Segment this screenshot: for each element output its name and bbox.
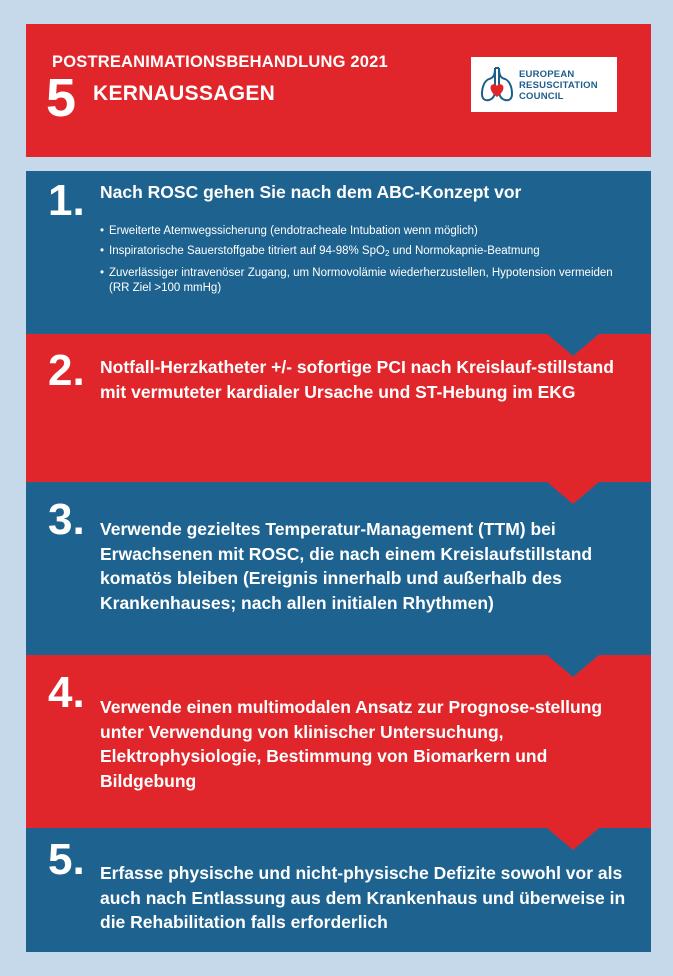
logo-text-line3: COUNCIL bbox=[519, 91, 564, 102]
bullet-text: Inspiratorische Sauerstoffgabe titriert auf 94-98% SpO bbox=[109, 245, 385, 257]
bullet-item bbox=[100, 244, 620, 261]
subscript: 2 bbox=[384, 249, 390, 258]
key-message-2 bbox=[26, 334, 651, 482]
key-message-number: 2. bbox=[48, 346, 85, 395]
bullet-text: und Normokapnie-Beatmung bbox=[389, 245, 540, 257]
key-message-4 bbox=[26, 655, 651, 828]
key-message-title: Nach ROSC gehen Sie nach dem ABC-Konzept vor bbox=[100, 182, 522, 202]
key-message-number: 3. bbox=[48, 495, 85, 544]
logo-text-line2: RESUSCITATION bbox=[519, 80, 598, 91]
key-message-text: Verwende einen multimodalen Ansatz zur Prognose-stellung unter Verwendung von klinischer Untersuchung, Elektrophysiologie, Bestimmung von Biomarkern und Bildgebung bbox=[100, 697, 603, 791]
header-number: 5 bbox=[46, 68, 77, 128]
key-message-number: 5. bbox=[48, 835, 85, 884]
divider-arrow bbox=[547, 655, 599, 677]
header-subtitle: KERNAUSSAGEN bbox=[93, 82, 276, 105]
key-message-number: 4. bbox=[48, 668, 85, 717]
poster bbox=[26, 24, 651, 952]
erc-logo bbox=[471, 57, 617, 112]
key-message-1 bbox=[26, 171, 651, 334]
key-message-3 bbox=[26, 482, 651, 655]
header-banner bbox=[26, 24, 651, 157]
logo-text-line1: EUROPEAN bbox=[519, 69, 575, 80]
header-title: POSTREANIMATIONSBEHANDLUNG 2021 bbox=[52, 53, 388, 71]
key-message-text: Erfasse physische und nicht-physische Defizite sowohl vor als auch nach Entlassung aus dem Krankenhaus und überweise in die Rehabilitation falls erforderlich bbox=[100, 863, 626, 932]
key-message-5 bbox=[26, 828, 651, 952]
divider-arrow bbox=[547, 828, 599, 850]
bullet-item: • Zuverlässiger intravenöser Zugang, um Normovolämie wiederherzustellen, Hypotension vermeiden (RR Ziel >100 mmHg) bbox=[100, 266, 620, 296]
bullet-list bbox=[100, 224, 620, 301]
key-message-text: Notfall-Herzkatheter +/- sofortige PCI nach Kreislauf-stillstand mit vermuteter kardialer Ursache und ST-Hebung im EKG bbox=[100, 357, 614, 402]
key-message-text: Verwende gezieltes Temperatur-Management (TTM) bei Erwachsenen mit ROSC, die nach einem Kreislaufstillstand komatös bleiben (Ereignis innerhalb und außerhalb des Krankenhauses; nach allen initialen Rhythmen) bbox=[100, 519, 593, 613]
key-message-number: 1. bbox=[48, 176, 85, 225]
divider-arrow bbox=[547, 334, 599, 356]
bullet-item: • Erweiterte Atemwegssicherung (endotracheale Intubation wenn möglich) bbox=[100, 224, 620, 239]
divider-arrow bbox=[547, 482, 599, 504]
lungs-heart-icon bbox=[479, 64, 515, 104]
logo-text bbox=[519, 69, 598, 102]
